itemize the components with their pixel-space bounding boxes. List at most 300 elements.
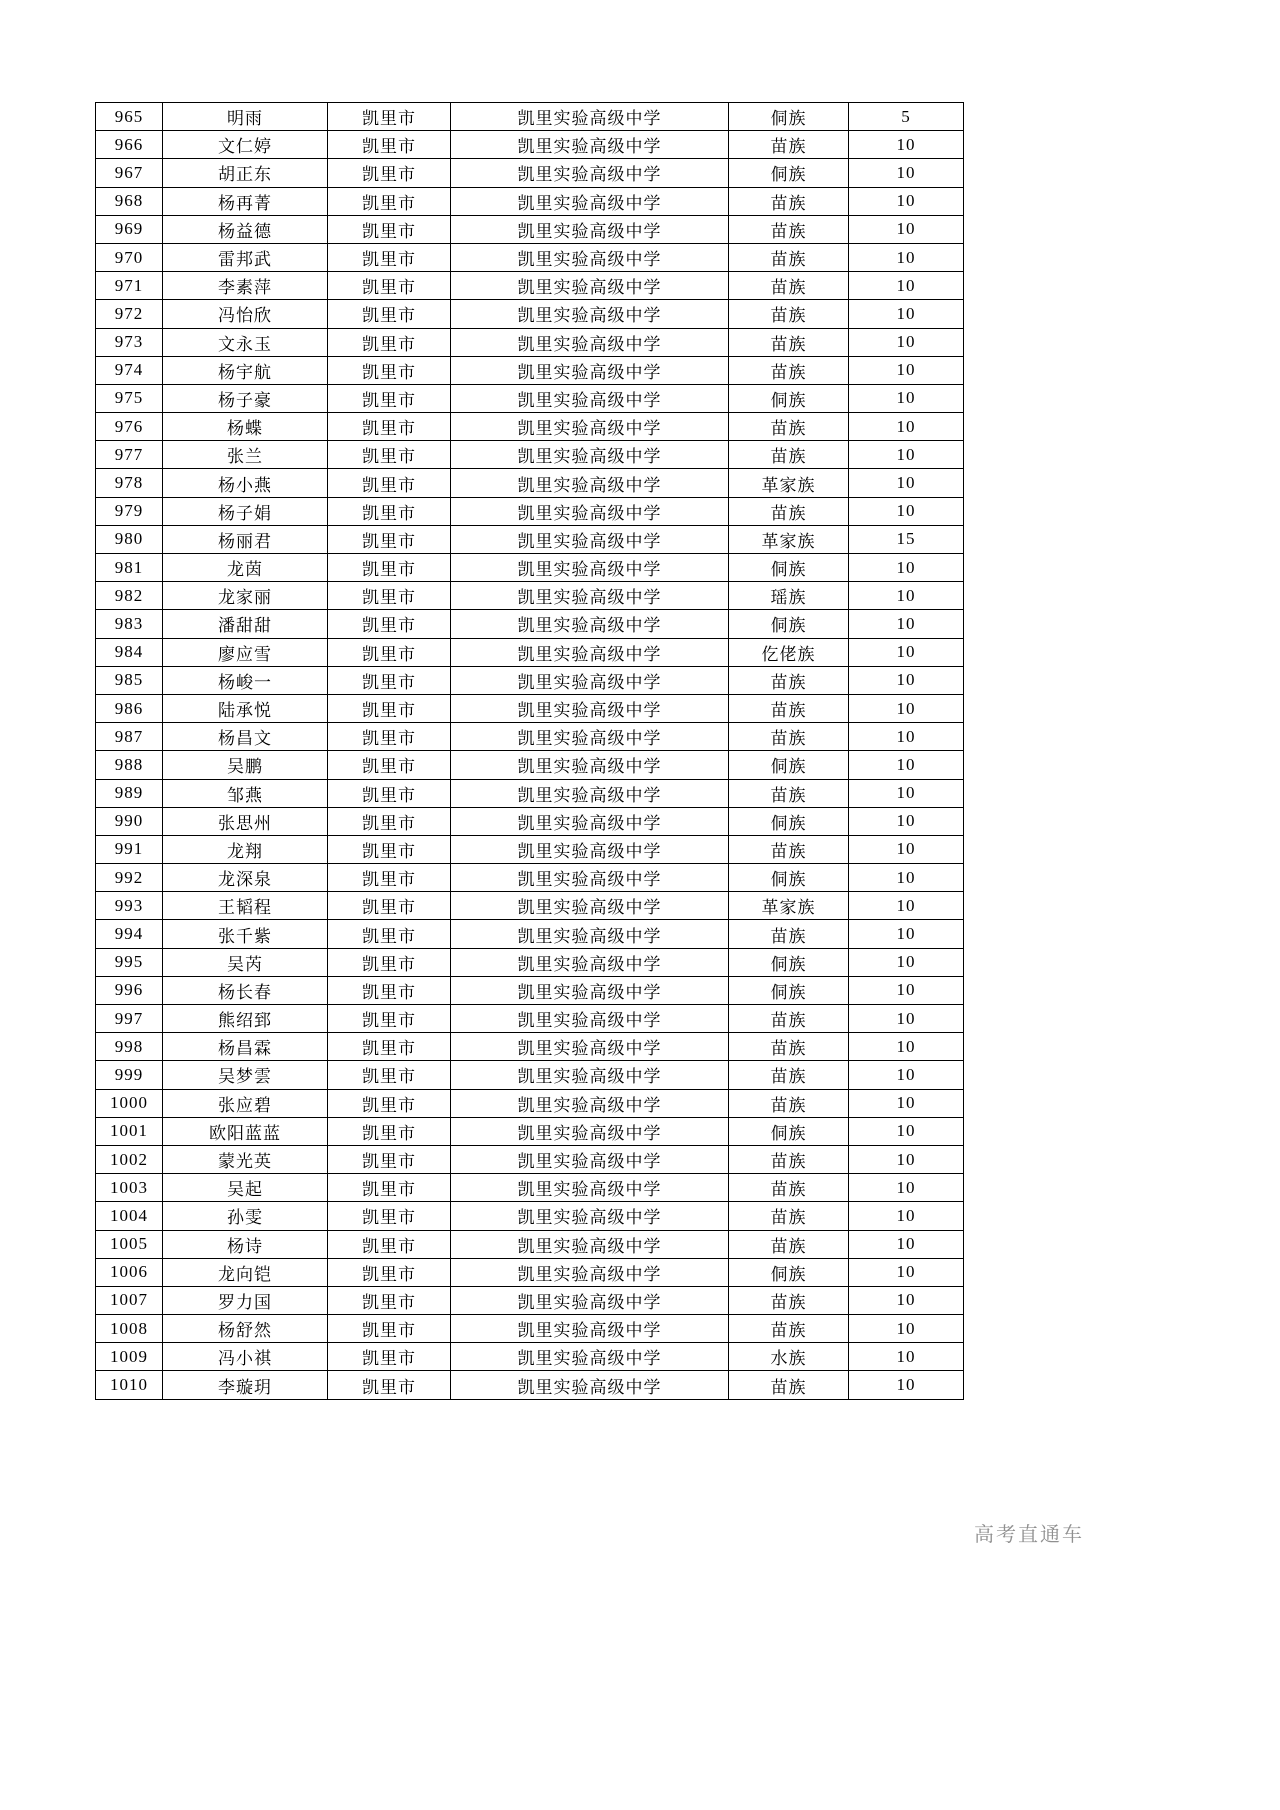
table-cell: 苗族 <box>729 1371 849 1399</box>
table-row <box>96 1089 964 1117</box>
table-cell: 10 <box>849 1202 964 1230</box>
table-row <box>96 892 964 920</box>
table-cell: 凯里市 <box>328 807 451 835</box>
table-cell: 凯里市 <box>328 1145 451 1173</box>
table-cell: 杨舒然 <box>163 1315 328 1343</box>
student-table <box>95 102 964 1400</box>
table-cell: 985 <box>96 666 163 694</box>
table-cell: 凯里实验高级中学 <box>451 1033 729 1061</box>
table-row <box>96 1005 964 1033</box>
table-cell: 杨蝶 <box>163 413 328 441</box>
table-cell: 凯里实验高级中学 <box>451 1315 729 1343</box>
table-cell: 10 <box>849 1005 964 1033</box>
table-row <box>96 554 964 582</box>
table-cell: 979 <box>96 497 163 525</box>
table-row <box>96 215 964 243</box>
table-cell: 革家族 <box>729 469 849 497</box>
table-cell: 972 <box>96 300 163 328</box>
table-cell: 苗族 <box>729 779 849 807</box>
table-cell: 凯里实验高级中学 <box>451 976 729 1004</box>
table-row <box>96 1174 964 1202</box>
table-cell: 仡佬族 <box>729 638 849 666</box>
table-cell: 凯里实验高级中学 <box>451 272 729 300</box>
table-cell: 凯里实验高级中学 <box>451 723 729 751</box>
table-cell: 10 <box>849 948 964 976</box>
table-cell: 10 <box>849 300 964 328</box>
table-cell: 苗族 <box>729 1202 849 1230</box>
table-cell: 1010 <box>96 1371 163 1399</box>
table-cell: 凯里市 <box>328 1202 451 1230</box>
table-cell: 970 <box>96 243 163 271</box>
table-cell: 凯里市 <box>328 441 451 469</box>
table-row <box>96 807 964 835</box>
table-cell: 967 <box>96 159 163 187</box>
table-cell: 981 <box>96 554 163 582</box>
table-cell: 侗族 <box>729 1117 849 1145</box>
table-cell: 10 <box>849 723 964 751</box>
table-cell: 吴梦雲 <box>163 1061 328 1089</box>
table-cell: 10 <box>849 638 964 666</box>
table-cell: 凯里实验高级中学 <box>451 384 729 412</box>
table-cell: 10 <box>849 243 964 271</box>
table-cell: 1001 <box>96 1117 163 1145</box>
table-cell: 10 <box>849 751 964 779</box>
table-cell: 侗族 <box>729 610 849 638</box>
table-row <box>96 497 964 525</box>
table-cell: 983 <box>96 610 163 638</box>
table-row <box>96 1230 964 1258</box>
table-cell: 凯里市 <box>328 1061 451 1089</box>
table-cell: 凯里市 <box>328 723 451 751</box>
table-cell: 侗族 <box>729 384 849 412</box>
table-row <box>96 582 964 610</box>
table-cell: 凯里实验高级中学 <box>451 1117 729 1145</box>
table-cell: 杨再菁 <box>163 187 328 215</box>
table-cell: 974 <box>96 356 163 384</box>
table-cell: 苗族 <box>729 215 849 243</box>
table-row <box>96 441 964 469</box>
table-cell: 989 <box>96 779 163 807</box>
table-cell: 侗族 <box>729 807 849 835</box>
table-cell: 凯里市 <box>328 243 451 271</box>
table-cell: 10 <box>849 497 964 525</box>
table-cell: 凯里市 <box>328 779 451 807</box>
table-row <box>96 864 964 892</box>
table-cell: 10 <box>849 328 964 356</box>
table-cell: 996 <box>96 976 163 1004</box>
table-row <box>96 779 964 807</box>
table-row <box>96 1258 964 1286</box>
table-cell: 10 <box>849 1174 964 1202</box>
table-cell: 凯里市 <box>328 976 451 1004</box>
table-cell: 明雨 <box>163 103 328 131</box>
table-cell: 977 <box>96 441 163 469</box>
table-cell: 凯里市 <box>328 1089 451 1117</box>
table-cell: 雷邦武 <box>163 243 328 271</box>
table-cell: 10 <box>849 694 964 722</box>
table-cell: 侗族 <box>729 554 849 582</box>
table-cell: 凯里实验高级中学 <box>451 554 729 582</box>
table-cell: 997 <box>96 1005 163 1033</box>
table-cell: 苗族 <box>729 920 849 948</box>
table-cell: 冯小祺 <box>163 1343 328 1371</box>
table-row <box>96 976 964 1004</box>
table-cell: 998 <box>96 1033 163 1061</box>
table-cell: 凯里市 <box>328 666 451 694</box>
table-cell: 10 <box>849 1230 964 1258</box>
table-cell: 苗族 <box>729 187 849 215</box>
table-cell: 10 <box>849 864 964 892</box>
table-row <box>96 469 964 497</box>
table-cell: 978 <box>96 469 163 497</box>
table-cell: 10 <box>849 1033 964 1061</box>
table-cell: 5 <box>849 103 964 131</box>
table-cell: 988 <box>96 751 163 779</box>
table-cell: 凯里实验高级中学 <box>451 1061 729 1089</box>
table-cell: 吴芮 <box>163 948 328 976</box>
table-cell: 10 <box>849 1371 964 1399</box>
table-cell: 苗族 <box>729 243 849 271</box>
table-row <box>96 948 964 976</box>
table-row <box>96 1315 964 1343</box>
table-cell: 龙家丽 <box>163 582 328 610</box>
table-cell: 杨昌霖 <box>163 1033 328 1061</box>
table-cell: 10 <box>849 131 964 159</box>
table-cell: 凯里实验高级中学 <box>451 1145 729 1173</box>
table-cell: 凯里市 <box>328 582 451 610</box>
table-cell: 陆承悦 <box>163 694 328 722</box>
table-cell: 苗族 <box>729 328 849 356</box>
table-cell: 973 <box>96 328 163 356</box>
table-row <box>96 328 964 356</box>
table-row <box>96 1061 964 1089</box>
table-cell: 苗族 <box>729 694 849 722</box>
table-cell: 侗族 <box>729 976 849 1004</box>
table-cell: 龙向铠 <box>163 1258 328 1286</box>
table-cell: 潘甜甜 <box>163 610 328 638</box>
table-cell: 凯里实验高级中学 <box>451 1089 729 1117</box>
table-cell: 吴鹏 <box>163 751 328 779</box>
table-cell: 凯里实验高级中学 <box>451 328 729 356</box>
table-row <box>96 723 964 751</box>
table-row <box>96 610 964 638</box>
watermark: 高考直通车 <box>974 1524 1084 1546</box>
table-cell: 苗族 <box>729 1315 849 1343</box>
student-table-body <box>96 103 964 1400</box>
table-cell: 10 <box>849 920 964 948</box>
table-cell: 凯里市 <box>328 469 451 497</box>
table-cell: 侗族 <box>729 751 849 779</box>
table-cell: 10 <box>849 1089 964 1117</box>
table-cell: 苗族 <box>729 497 849 525</box>
table-cell: 张兰 <box>163 441 328 469</box>
table-cell: 1008 <box>96 1315 163 1343</box>
table-cell: 凯里实验高级中学 <box>451 243 729 271</box>
table-cell: 苗族 <box>729 441 849 469</box>
table-cell: 侗族 <box>729 103 849 131</box>
table-cell: 10 <box>849 469 964 497</box>
table-cell: 凯里市 <box>328 1005 451 1033</box>
table-cell: 凯里实验高级中学 <box>451 131 729 159</box>
table-cell: 凯里市 <box>328 187 451 215</box>
table-cell: 凯里市 <box>328 638 451 666</box>
table-cell: 苗族 <box>729 1005 849 1033</box>
table-cell: 10 <box>849 554 964 582</box>
table-cell: 10 <box>849 1117 964 1145</box>
table-cell: 986 <box>96 694 163 722</box>
table-cell: 965 <box>96 103 163 131</box>
table-cell: 凯里市 <box>328 948 451 976</box>
table-row <box>96 835 964 863</box>
table-cell: 文仁婷 <box>163 131 328 159</box>
table-cell: 瑶族 <box>729 582 849 610</box>
table-cell: 10 <box>849 666 964 694</box>
table-row <box>96 413 964 441</box>
table-cell: 熊绍郅 <box>163 1005 328 1033</box>
table-cell: 凯里实验高级中学 <box>451 1005 729 1033</box>
table-cell: 10 <box>849 582 964 610</box>
table-cell: 凯里实验高级中学 <box>451 666 729 694</box>
table-cell: 凯里实验高级中学 <box>451 1174 729 1202</box>
table-cell: 苗族 <box>729 272 849 300</box>
table-cell: 凯里实验高级中学 <box>451 779 729 807</box>
table-cell: 凯里市 <box>328 103 451 131</box>
table-cell: 苗族 <box>729 835 849 863</box>
table-cell: 凯里实验高级中学 <box>451 1286 729 1314</box>
table-cell: 10 <box>849 159 964 187</box>
table-cell: 10 <box>849 807 964 835</box>
table-cell: 凯里实验高级中学 <box>451 807 729 835</box>
table-cell: 凯里市 <box>328 1258 451 1286</box>
table-row <box>96 243 964 271</box>
table-row <box>96 1117 964 1145</box>
table-cell: 凯里市 <box>328 835 451 863</box>
table-cell: 凯里实验高级中学 <box>451 356 729 384</box>
table-row <box>96 159 964 187</box>
table-cell: 凯里市 <box>328 864 451 892</box>
table-cell: 凯里市 <box>328 1343 451 1371</box>
table-cell: 凯里实验高级中学 <box>451 1202 729 1230</box>
table-cell: 侗族 <box>729 159 849 187</box>
table-cell: 凯里实验高级中学 <box>451 300 729 328</box>
table-row <box>96 272 964 300</box>
table-cell: 龙茵 <box>163 554 328 582</box>
table-cell: 凯里市 <box>328 1033 451 1061</box>
table-cell: 992 <box>96 864 163 892</box>
table-cell: 1006 <box>96 1258 163 1286</box>
table-cell: 凯里市 <box>328 920 451 948</box>
table-cell: 凯里市 <box>328 751 451 779</box>
table-cell: 1003 <box>96 1174 163 1202</box>
table-cell: 凯里市 <box>328 554 451 582</box>
table-cell: 10 <box>849 1286 964 1314</box>
table-cell: 966 <box>96 131 163 159</box>
table-cell: 凯里实验高级中学 <box>451 497 729 525</box>
table-cell: 吴起 <box>163 1174 328 1202</box>
table-cell: 10 <box>849 1145 964 1173</box>
table-cell: 凯里实验高级中学 <box>451 413 729 441</box>
table-cell: 凯里市 <box>328 215 451 243</box>
table-cell: 凯里实验高级中学 <box>451 920 729 948</box>
table-row <box>96 384 964 412</box>
table-cell: 凯里实验高级中学 <box>451 215 729 243</box>
table-cell: 杨小燕 <box>163 469 328 497</box>
table-cell: 张应碧 <box>163 1089 328 1117</box>
table-cell: 杨长春 <box>163 976 328 1004</box>
table-cell: 990 <box>96 807 163 835</box>
table-cell: 凯里实验高级中学 <box>451 948 729 976</box>
table-cell: 1009 <box>96 1343 163 1371</box>
table-cell: 李素萍 <box>163 272 328 300</box>
table-cell: 苗族 <box>729 356 849 384</box>
table-cell: 蒙光英 <box>163 1145 328 1173</box>
table-cell: 15 <box>849 525 964 553</box>
table-cell: 凯里市 <box>328 525 451 553</box>
table-row <box>96 920 964 948</box>
table-cell: 凯里市 <box>328 131 451 159</box>
table-cell: 杨益德 <box>163 215 328 243</box>
table-cell: 苗族 <box>729 1286 849 1314</box>
table-cell: 10 <box>849 215 964 243</box>
table-cell: 975 <box>96 384 163 412</box>
table-row <box>96 694 964 722</box>
table-cell: 杨子娟 <box>163 497 328 525</box>
table-cell: 1004 <box>96 1202 163 1230</box>
table-cell: 革家族 <box>729 525 849 553</box>
table-cell: 凯里市 <box>328 300 451 328</box>
table-cell: 凯里市 <box>328 1230 451 1258</box>
table-cell: 李璇玥 <box>163 1371 328 1399</box>
table-cell: 邹燕 <box>163 779 328 807</box>
table-cell: 廖应雪 <box>163 638 328 666</box>
table-cell: 侗族 <box>729 864 849 892</box>
table-cell: 苗族 <box>729 1061 849 1089</box>
table-cell: 993 <box>96 892 163 920</box>
table-cell: 苗族 <box>729 300 849 328</box>
table-cell: 10 <box>849 413 964 441</box>
table-cell: 凯里实验高级中学 <box>451 1371 729 1399</box>
table-cell: 苗族 <box>729 723 849 751</box>
table-cell: 凯里实验高级中学 <box>451 441 729 469</box>
table-cell: 1000 <box>96 1089 163 1117</box>
table-cell: 10 <box>849 356 964 384</box>
table-cell: 凯里实验高级中学 <box>451 469 729 497</box>
table-cell: 凯里市 <box>328 1371 451 1399</box>
table-cell: 987 <box>96 723 163 751</box>
table-cell: 1007 <box>96 1286 163 1314</box>
table-cell: 凯里市 <box>328 159 451 187</box>
table-cell: 969 <box>96 215 163 243</box>
table-cell: 凯里实验高级中学 <box>451 1258 729 1286</box>
table-cell: 984 <box>96 638 163 666</box>
table-cell: 苗族 <box>729 1230 849 1258</box>
table-cell: 凯里实验高级中学 <box>451 864 729 892</box>
table-cell: 10 <box>849 1315 964 1343</box>
table-cell: 凯里市 <box>328 1117 451 1145</box>
table-cell: 994 <box>96 920 163 948</box>
table-cell: 凯里市 <box>328 610 451 638</box>
table-row <box>96 356 964 384</box>
table-cell: 凯里市 <box>328 328 451 356</box>
table-cell: 凯里实验高级中学 <box>451 892 729 920</box>
table-cell: 文永玉 <box>163 328 328 356</box>
table-row <box>96 638 964 666</box>
table-cell: 罗力国 <box>163 1286 328 1314</box>
table-cell: 995 <box>96 948 163 976</box>
table-cell: 968 <box>96 187 163 215</box>
table-cell: 苗族 <box>729 1033 849 1061</box>
table-cell: 1002 <box>96 1145 163 1173</box>
table-cell: 苗族 <box>729 1089 849 1117</box>
table-cell: 10 <box>849 187 964 215</box>
table-row <box>96 131 964 159</box>
table-cell: 999 <box>96 1061 163 1089</box>
table-cell: 10 <box>849 1061 964 1089</box>
table-cell: 苗族 <box>729 131 849 159</box>
table-cell: 10 <box>849 1258 964 1286</box>
table-cell: 991 <box>96 835 163 863</box>
table-row <box>96 1343 964 1371</box>
table-cell: 冯怡欣 <box>163 300 328 328</box>
table-row <box>96 1033 964 1061</box>
table-cell: 1005 <box>96 1230 163 1258</box>
table-cell: 980 <box>96 525 163 553</box>
table-cell: 凯里市 <box>328 356 451 384</box>
table-cell: 苗族 <box>729 1145 849 1173</box>
table-cell: 凯里市 <box>328 892 451 920</box>
table-cell: 凯里市 <box>328 384 451 412</box>
table-row <box>96 1202 964 1230</box>
table-cell: 982 <box>96 582 163 610</box>
table-cell: 侗族 <box>729 1258 849 1286</box>
table-cell: 杨宇航 <box>163 356 328 384</box>
table-cell: 凯里市 <box>328 694 451 722</box>
table-cell: 10 <box>849 1343 964 1371</box>
table-cell: 苗族 <box>729 1174 849 1202</box>
table-cell: 10 <box>849 272 964 300</box>
table-cell: 胡正东 <box>163 159 328 187</box>
table-cell: 张千紫 <box>163 920 328 948</box>
table-cell: 凯里实验高级中学 <box>451 1230 729 1258</box>
table-cell: 杨丽君 <box>163 525 328 553</box>
table-cell: 10 <box>849 779 964 807</box>
table-cell: 水族 <box>729 1343 849 1371</box>
table-cell: 龙翔 <box>163 835 328 863</box>
table-cell: 10 <box>849 610 964 638</box>
table-cell: 凯里市 <box>328 413 451 441</box>
table-cell: 10 <box>849 892 964 920</box>
table-cell: 凯里市 <box>328 1286 451 1314</box>
table-cell: 欧阳蓝蓝 <box>163 1117 328 1145</box>
table-cell: 凯里实验高级中学 <box>451 525 729 553</box>
table-cell: 凯里实验高级中学 <box>451 159 729 187</box>
table-cell: 10 <box>849 384 964 412</box>
table-row <box>96 525 964 553</box>
table-row <box>96 666 964 694</box>
table-row <box>96 103 964 131</box>
table-cell: 10 <box>849 441 964 469</box>
table-cell: 苗族 <box>729 413 849 441</box>
table-cell: 张思州 <box>163 807 328 835</box>
table-row <box>96 300 964 328</box>
table-cell: 杨子豪 <box>163 384 328 412</box>
table-row <box>96 751 964 779</box>
table-cell: 凯里实验高级中学 <box>451 1343 729 1371</box>
table-cell: 杨昌文 <box>163 723 328 751</box>
table-cell: 龙深泉 <box>163 864 328 892</box>
table-cell: 凯里市 <box>328 497 451 525</box>
table-cell: 凯里实验高级中学 <box>451 694 729 722</box>
